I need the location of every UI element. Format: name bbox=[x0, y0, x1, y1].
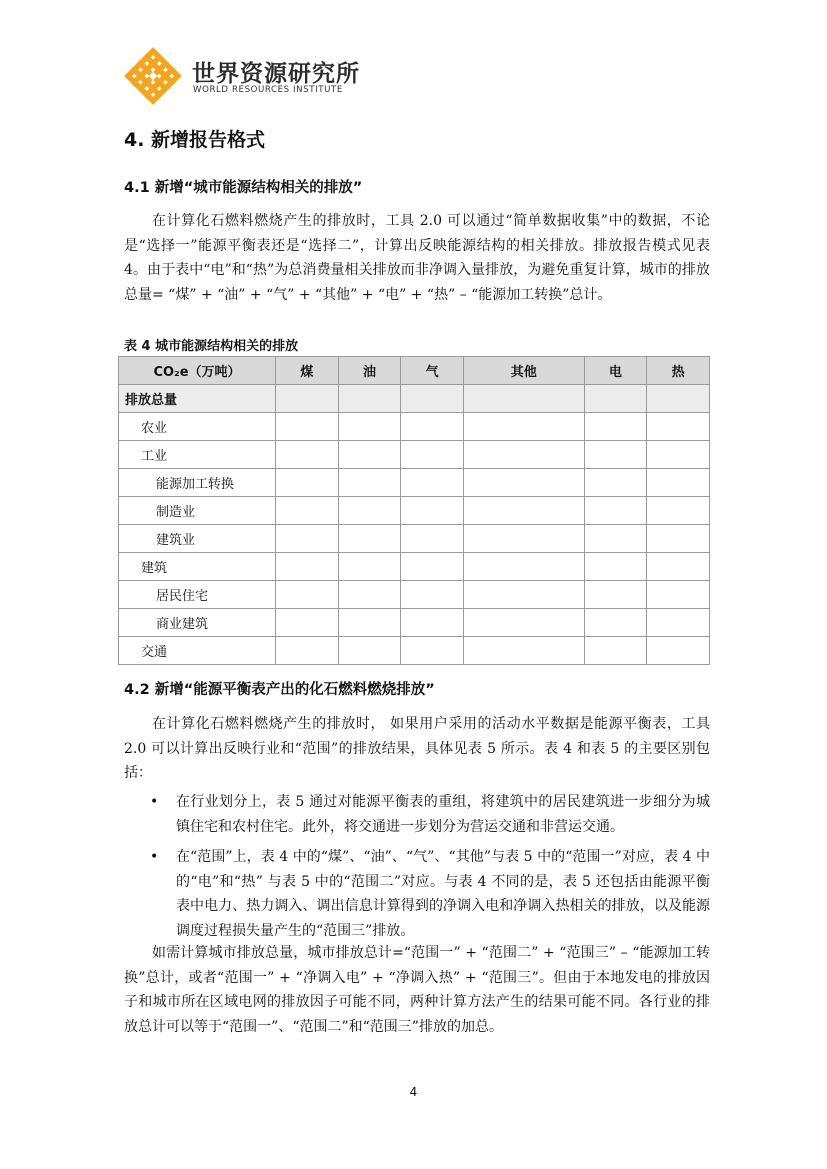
table-cell bbox=[463, 441, 584, 469]
table-row bbox=[119, 385, 710, 413]
table-cell bbox=[584, 581, 647, 609]
table-cell bbox=[401, 385, 464, 413]
table-cell bbox=[338, 553, 401, 581]
list-item bbox=[124, 845, 710, 943]
table-cell bbox=[584, 413, 647, 441]
section-4-1-title: 4.1 新增“城市能源结构相关的排放” bbox=[124, 180, 363, 196]
row-label: 工业 bbox=[119, 441, 276, 469]
header-electricity: 电 bbox=[584, 357, 647, 385]
table-row bbox=[119, 553, 710, 581]
row-label: 排放总量 bbox=[119, 385, 276, 413]
table-cell bbox=[401, 553, 464, 581]
table-row bbox=[119, 441, 710, 469]
table-cell bbox=[401, 637, 464, 665]
table-cell bbox=[401, 469, 464, 497]
table-row bbox=[119, 525, 710, 553]
table-cell bbox=[401, 413, 464, 441]
header-gas: 气 bbox=[401, 357, 464, 385]
table-cell bbox=[276, 413, 339, 441]
table-cell bbox=[463, 413, 584, 441]
table-cell bbox=[276, 553, 339, 581]
header-other: 其他 bbox=[463, 357, 584, 385]
table-cell bbox=[463, 609, 584, 637]
table-cell bbox=[338, 581, 401, 609]
header-coal: 煤 bbox=[276, 357, 339, 385]
section-4-2-paragraph-2 bbox=[124, 941, 710, 1039]
table-cell bbox=[463, 553, 584, 581]
section-4-title: 4. 新增报告格式 bbox=[124, 129, 266, 151]
header-unit: CO₂e（万吨） bbox=[119, 357, 276, 385]
row-label: 建筑 bbox=[119, 553, 276, 581]
table-row bbox=[119, 637, 710, 665]
table-cell bbox=[584, 469, 647, 497]
table-header-row bbox=[119, 357, 710, 385]
table-cell bbox=[338, 413, 401, 441]
table-cell bbox=[401, 441, 464, 469]
table-cell bbox=[463, 385, 584, 413]
table-cell bbox=[584, 637, 647, 665]
table-cell bbox=[463, 497, 584, 525]
table-cell bbox=[584, 525, 647, 553]
table-cell bbox=[647, 637, 710, 665]
row-label: 商业建筑 bbox=[119, 609, 276, 637]
list-item bbox=[124, 790, 710, 839]
row-label: 能源加工转换 bbox=[119, 469, 276, 497]
table-cell bbox=[276, 637, 339, 665]
table-cell bbox=[338, 469, 401, 497]
table-cell bbox=[584, 553, 647, 581]
bullet-icon: • bbox=[150, 849, 159, 865]
org-name-en: WORLD RESOURCES INSTITUTE bbox=[193, 85, 343, 95]
table-cell bbox=[463, 525, 584, 553]
section-4-2-title: 4.2 新增“能源平衡表产出的化石燃料燃烧排放” bbox=[124, 682, 435, 698]
table-cell bbox=[647, 553, 710, 581]
table-cell bbox=[276, 497, 339, 525]
table-cell bbox=[647, 441, 710, 469]
table-cell bbox=[276, 581, 339, 609]
difference-bullet-list bbox=[124, 790, 710, 949]
header-oil: 油 bbox=[338, 357, 401, 385]
table-cell bbox=[647, 469, 710, 497]
table-cell bbox=[401, 525, 464, 553]
table-cell bbox=[276, 469, 339, 497]
page-number: 4 bbox=[409, 1085, 418, 1099]
table-cell bbox=[584, 385, 647, 413]
bullet-icon: • bbox=[150, 794, 159, 810]
table-cell bbox=[401, 581, 464, 609]
table-cell bbox=[276, 609, 339, 637]
table-cell bbox=[338, 637, 401, 665]
table-cell bbox=[338, 497, 401, 525]
paragraph-text: 在计算化石燃料燃烧产生的排放时， 如果用户采用的活动水平数据是能源平衡表，工具 2.0 可以计算出反映行业和“范围”的排放结果，具体见表 5 所示。表 4 和表 5 的主要区别包括： bbox=[124, 716, 710, 781]
table-cell bbox=[584, 497, 647, 525]
paragraph-text: 如需计算城市排放总量，城市排放总计=“范围一” + “范围二” + “范围三” – “能源加工转换”总计，或者“范围一” + “净调入电” + “净调入热” + “范围三”。但由于本地发电的排放因子和城市所在区域电网的排放因子可能不同，两种计算方法产生的结果可能不同。各行业的排放总计可以等于“范围一”、“范围二”和“范围三”排放的加总。 bbox=[124, 945, 710, 1035]
wri-logo bbox=[124, 47, 384, 105]
bullet-text: 在“范围”上，表 4 中的“煤”、“油”、“气”、“其他”与表 5 中的“范围一”对应，表 4 中的“电”和“热” 与表 5 中的“范围二”对应。与表 4 不同的是，表 5 还包括由能源平衡表中电力、热力调入、调出信息计算得到的净调入电和净调入热相关的排放，以及能源调度过程损失量产生的“范围三”排放。 bbox=[176, 849, 710, 939]
table-cell bbox=[584, 441, 647, 469]
table-cell bbox=[463, 581, 584, 609]
table-cell bbox=[276, 525, 339, 553]
table-cell bbox=[647, 609, 710, 637]
table-cell bbox=[338, 385, 401, 413]
section-4-2-paragraph-1 bbox=[124, 712, 710, 786]
table-cell bbox=[647, 413, 710, 441]
table-cell bbox=[338, 609, 401, 637]
table-cell bbox=[647, 581, 710, 609]
table-cell bbox=[647, 525, 710, 553]
table-cell bbox=[463, 637, 584, 665]
row-label: 建筑业 bbox=[119, 525, 276, 553]
table-cell bbox=[584, 609, 647, 637]
table-cell bbox=[463, 469, 584, 497]
table-4-caption: 表 4 城市能源结构相关的排放 bbox=[124, 339, 299, 354]
table-cell bbox=[276, 441, 339, 469]
row-label: 居民住宅 bbox=[119, 581, 276, 609]
section-4-1-paragraph bbox=[124, 209, 710, 307]
table-cell bbox=[647, 385, 710, 413]
table-cell bbox=[647, 497, 710, 525]
table-row bbox=[119, 581, 710, 609]
table-4 bbox=[118, 356, 710, 665]
paragraph-text: 在计算化石燃料燃烧产生的排放时，工具 2.0 可以通过“简单数据收集”中的数据，不论是“选择一”能源平衡表还是“选择二”，计算出反映能源结构的相关排放。排放报告模式见表 4。由于表中“电”和“热”为总消费量相关排放而非净调入量排放，为避免重复计算，城市的排放总量= “煤” + “油” + “气” + “其他” + “电” + “热” – “能源加工转换”总计。 bbox=[124, 213, 710, 303]
table-row bbox=[119, 413, 710, 441]
table-cell bbox=[401, 497, 464, 525]
bullet-text: 在行业划分上，表 5 通过对能源平衡表的重组，将建筑中的居民建筑进一步细分为城镇住宅和农村住宅。此外，将交通进一步划分为营运交通和非营运交通。 bbox=[176, 794, 710, 835]
table-row bbox=[119, 469, 710, 497]
table-row bbox=[119, 497, 710, 525]
table-cell bbox=[276, 385, 339, 413]
wri-knot-logo-icon bbox=[124, 47, 182, 105]
row-label: 制造业 bbox=[119, 497, 276, 525]
org-name-cn: 世界资源研究所 bbox=[192, 61, 360, 87]
table-row bbox=[119, 609, 710, 637]
table-cell bbox=[338, 525, 401, 553]
header-heat: 热 bbox=[647, 357, 710, 385]
row-label: 农业 bbox=[119, 413, 276, 441]
row-label: 交通 bbox=[119, 637, 276, 665]
table-cell bbox=[338, 441, 401, 469]
table-cell bbox=[401, 609, 464, 637]
